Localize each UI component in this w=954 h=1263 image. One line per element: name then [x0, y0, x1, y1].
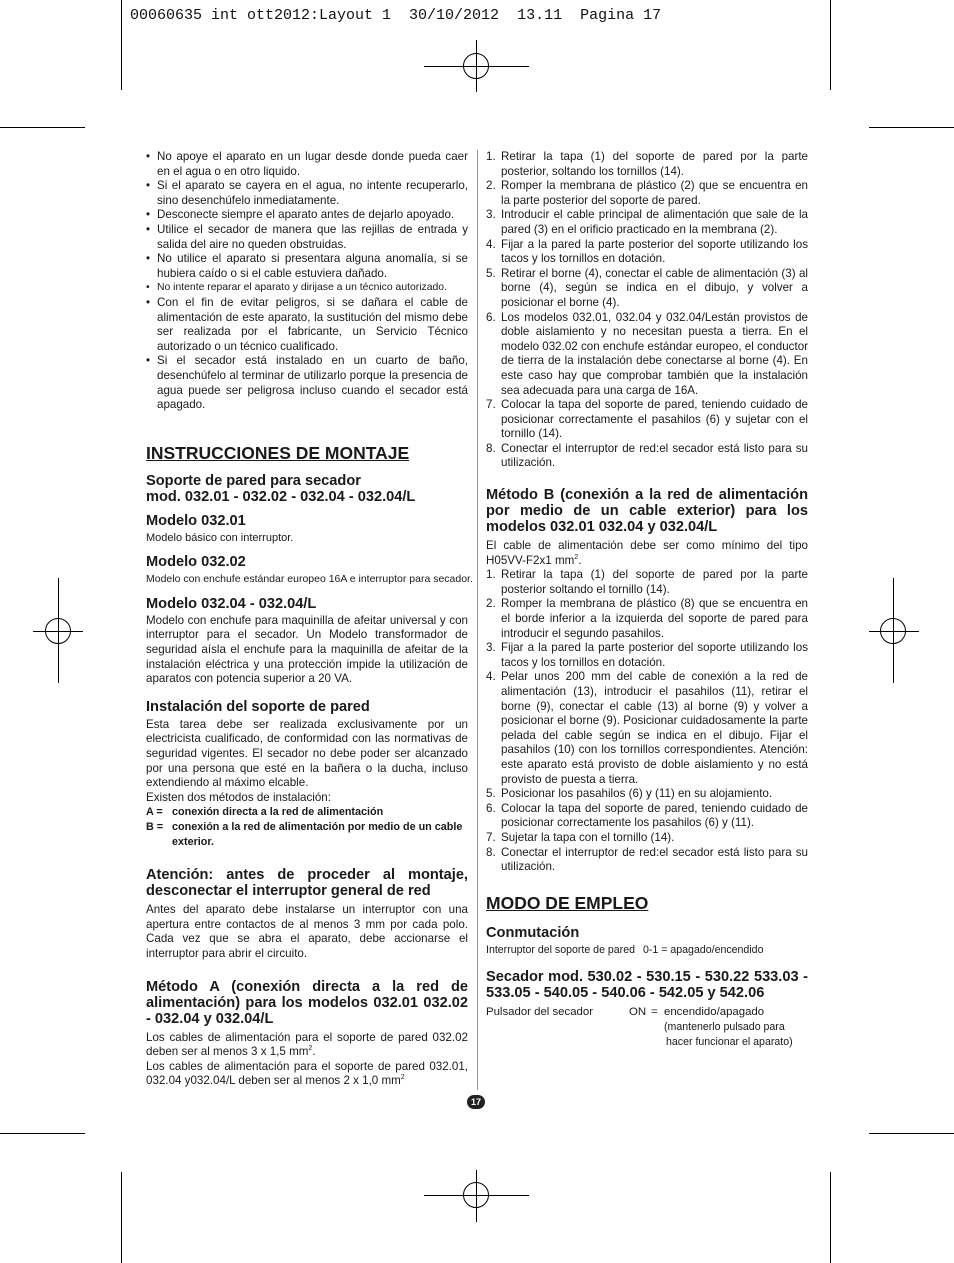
heading-montaje: INSTRUCCIONES DE MONTAJE [146, 442, 410, 463]
step-item: 7. Sujetar la tapa con el tornillo (14). [486, 830, 675, 844]
conmutacion-title: Conmutación [486, 924, 580, 941]
step-item: 3. Introducir el cable principal de alimentación que sale de la pared (3) en el orificio practicado en la membrana (2). [486, 208, 808, 236]
step-item: 8. Conectar el interruptor de red:el secador está listo para su utilización. [486, 441, 808, 470]
safety-bullets [146, 150, 468, 413]
crop-mark-top-left-vertical [121, 0, 122, 90]
crop-mark-bottom-left-vertical [121, 1172, 122, 1263]
instalacion-text: Esta tarea debe ser realizada exclusivamente por un electricista cualificado, de conformidad con las normativas de seguridad vigentes. El secador no debe poder ser alcanzado por una persona que esté en la bañera o la ducha, incluso extendiendo al máximo elcable. [146, 717, 468, 790]
pulsador-key: ON [629, 1006, 647, 1019]
step-item: 5. Retirar el borne (4), conectar el cable de alimentación (3) al borne (4), según se indica en el dibujo, y volver a posicionar el borne (4). [486, 266, 808, 309]
crop-mark-top-left-horizontal [0, 127, 85, 128]
heading-modo-empleo: MODO DE EMPLEO [486, 892, 649, 913]
metodo-b-intro: El cable de alimentación debe ser como mínimo del tipo H05VV-F2x1 $mm^2$. [486, 539, 808, 567]
page-number: 17 [467, 1095, 485, 1109]
metodo-a-title: Método A (conexión directa a la red de alimentación) para los modelos 032.01 032.02 - 032.04 y 032.04/L [146, 978, 468, 1027]
step-item: 6. Colocar la tapa del soporte de pared, teniendo cuidado de posicionar correctamente los pasahilos (6) y (11). [486, 801, 808, 830]
modelo-2-title: Modelo 032.02 [146, 554, 246, 571]
step-item: 2. Romper la membrana de plástico (8) que se encuentra en el borde inferior a la izquierda del soporte de pared para introducir el segundo pasahilos. [486, 597, 808, 640]
metodo-a-line: A = conexión directa a la red de alimentación [146, 806, 384, 819]
pulsador-value-2: (mantenerlo pulsado para [664, 1020, 785, 1033]
bullet-item: • No apoye el aparato en un lugar desde donde pueda caer en el agua o en otro liquido. [146, 150, 468, 179]
left-column [146, 150, 473, 1089]
metodos-intro: Existen dos métodos de instalación: [146, 790, 331, 804]
metodo-a-text-1: Los cables de alimentación para el soporte de pared 032.02 deben ser al menos 3 x 1,5 $mm^2$. [146, 1030, 468, 1059]
steps-metodo-a [486, 150, 808, 471]
modelo-1-title: Modelo 032.01 [146, 512, 246, 529]
bullet-item: • Si el secador está instalado en un cuarto de baño, desenchúfelo al terminar de utilizarlo porque la presencia de agua puede ser peligrosa incluso cuando el secador está apagado. [146, 354, 468, 412]
metodo-b-line: B = conexión a la red de alimentación por medio de un cable exterior. [146, 821, 463, 848]
soporte-title: Soporte de pared para secador mod. 032.01 - 032.02 - 032.04 - 032.04/L [146, 472, 416, 505]
right-column [486, 150, 808, 1051]
step-item: 3. Fijar a la pared la parte posterior del soporte utilizando los tacos y los tornillos en dotación. [486, 641, 808, 669]
pulsador-value-1: encendido/apagado [664, 1006, 765, 1019]
step-item: 8. Conectar el interruptor de red:el secador está listo para su utilización. [486, 845, 808, 874]
secador-title: Secador mod. 530.02 - 530.15 - 530.22 533.03 - 533.05 - 540.05 - 540.06 - 542.05 y 542.06 [486, 969, 808, 1002]
instalacion-title: Instalación del soporte de pared [146, 698, 370, 715]
modelo-1-text: Modelo básico con interruptor. [146, 531, 294, 544]
pulsador-label: Pulsador del secador [486, 1006, 594, 1019]
pulsador-block [486, 1005, 808, 1051]
steps-metodo-b [486, 568, 808, 874]
metodo-b-title: Método B (conexión a la red de alimentación por medio de un cable exterior) para los modelos 032.01 032.04 y 032.04/L [486, 487, 808, 536]
pulsador-eq: = [651, 1006, 658, 1019]
pulsador-value-3: hacer funcionar el aparato) [666, 1035, 793, 1048]
bullet-item: • Desconecte siempre el aparato antes de dejarlo apoyado. [146, 208, 468, 223]
crop-mark-bottom-right-horizontal [869, 1133, 954, 1134]
bullet-item: • Con el fin de evitar peligros, si se dañara el cable de alimentación de este aparato, la sustitución del mismo debe ser realizada por el fabricante, un Servicio Técnico autorizado o un técnico cualificado. [146, 296, 468, 354]
modelo-3-title: Modelo 032.04 - 032.04/L [146, 595, 317, 612]
step-item: 2. Romper la membrana de plástico (2) que se encuentra en la parte posterior del soporte de pared. [486, 179, 808, 207]
bullet-item: • No intente reparar el aparato y dirijase a un técnico autorizado. [146, 281, 468, 296]
step-item: 4. Pelar unos 200 mm del cable de conexión a la red de alimentación (13), introducir el pasahilos (11), retirar el borne (9), conectar el cable (13) al borne (9) y volver a posicionar el borne (9). Posicionar cuidadosamente la parte pelada del cable según se indica en el dibujo. Fijar el pasahilos (10) con los tornillos correspondientes. Atención: este aparato está provisto de doble aislamiento y no está provisto de puesta a tierra. [486, 670, 808, 786]
crop-mark-bottom-right-vertical [830, 1172, 831, 1263]
crop-mark-bottom-left-horizontal [0, 1133, 85, 1134]
modelo-3-text: Modelo con enchufe para maquinilla de afeitar universal y con interruptor para el secador. Un Modelo transformador de seguridad aísla el enchufe para la maquinilla de afeitar de la instalación eléctrica y una protección impide la utilización de aparatos con potencia superior a 20 VA. [146, 613, 468, 686]
print-slug: 00060635 int ott2012:Layout 1 30/10/2012 13.11 Pagina 17 [130, 7, 662, 24]
atencion-title: Atención: antes de proceder al montaje, desconectar el interruptor general de red [146, 867, 468, 900]
bullet-item: • Utilice el secador de manera que las rejillas de entrada y salida del aire no queden obstruidas. [146, 223, 468, 252]
bullet-item: • Si el aparato se cayera en el agua, no intente recuperarlo, sino desenchúfelo inmediatamente. [146, 179, 468, 208]
modelo-2-text: Modelo con enchufe estándar europeo 16A e interruptor para secador. [146, 573, 473, 586]
metodo-a-text-2: Los cables de alimentación para el soporte de pared 032.01, 032.04 y032.04/L deben ser al menos 2 x 1,0 $mm^2$ [146, 1059, 468, 1088]
step-item: 4. Fijar a la pared la parte posterior del soporte utilizando los tacos y los tornillos en dotación. [486, 237, 808, 266]
step-item: 7. Colocar la tapa del soporte de pared, teniendo cuidado de posicionar correctamente el pasahilos (6) y sujetar con el tornillo (14). [486, 398, 808, 441]
step-item: 5. Posicionar los pasahilos (6) y (11) en su alojamiento. [486, 787, 773, 801]
crop-mark-top-right-horizontal [869, 127, 954, 128]
step-item: 6. Los modelos 032.01, 032.04 y 032.04/Lestán provistos de doble aislamiento y no necesitan puesta a tierra. En el modelo 032.02 con enchufe estándar europeo, el conductor de tierra de la instalación debe conectarse al borne (4). En este caso hay que comprobar también que la instalación sea adecuada para una carga de 16A. [486, 310, 808, 397]
crop-mark-top-right-vertical [830, 0, 831, 90]
column-divider [477, 150, 478, 1090]
atencion-text: Antes del aparato debe instalarse un interruptor con una apertura entre contactos de al menos 3 mm por cada polo. Cada vez que se abra el aparato, debe accionarse el interruptor para abrir el circuito. [146, 903, 468, 960]
conmutacion-row: Interruptor del soporte de pared 0-1 = apagado/encendido [486, 943, 764, 956]
bullet-item: • No utilice el aparato si presentara alguna anomalía, si se hubiera caído o si el cable estuviera dañado. [146, 252, 468, 281]
step-item: 1. Retirar la tapa (1) del soporte de pared por la parte posterior, soltando los tornillos (14). [486, 150, 808, 178]
step-item: 1. Retirar la tapa (1) del soporte de pared por la parte posterior soltando el tornillo (14). [486, 568, 808, 596]
